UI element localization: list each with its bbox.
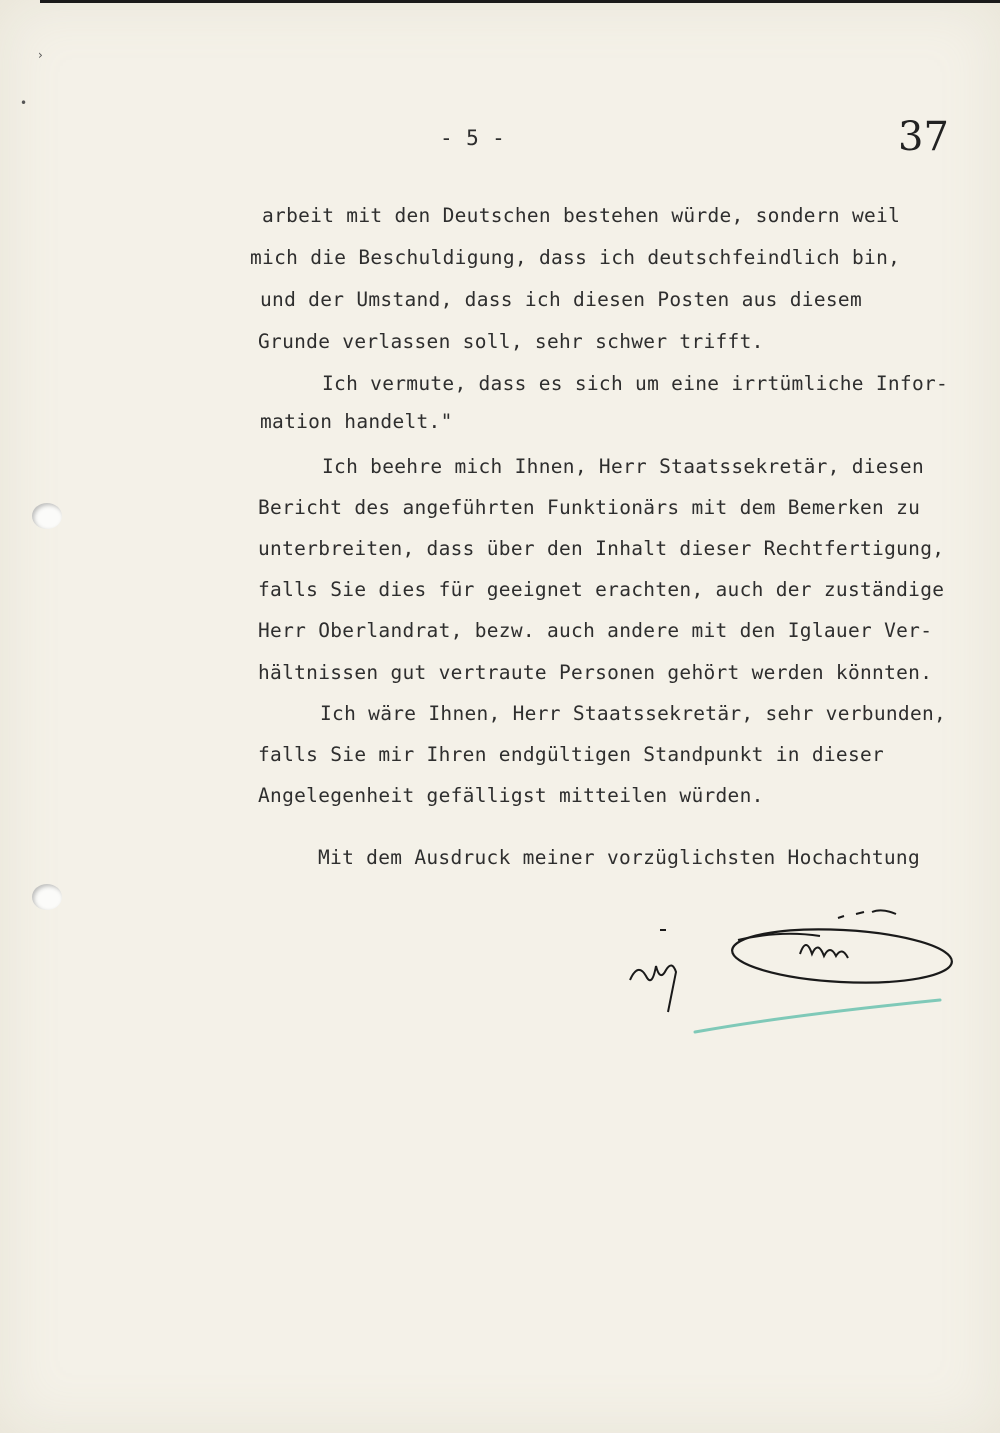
page-number: - 5 - — [440, 126, 506, 150]
text-line: Grunde verlassen soll, sehr schwer trifft. — [258, 330, 764, 353]
text-line: Angelegenheit gefälligst mitteilen würden. — [258, 784, 764, 807]
text-line: Herr Oberlandrat, bezw. auch andere mit den Iglauer Ver- — [258, 619, 933, 642]
handwritten-signature — [620, 900, 980, 1050]
text-line: hältnissen gut vertraute Personen gehört werden könnten. — [258, 661, 933, 684]
text-line: falls Sie mir Ihren endgültigen Standpunkt in dieser — [258, 743, 885, 766]
text-line: unterbreiten, dass über den Inhalt dieser Rechtfertigung, — [258, 537, 945, 560]
edge-mark: • — [20, 96, 28, 110]
page-top-edge — [40, 0, 1000, 3]
text-line: arbeit mit den Deutschen bestehen würde, sondern weil — [262, 204, 901, 227]
text-line: Bericht des angeführten Funktionärs mit dem Bemerken zu — [258, 496, 921, 519]
folio-number: 37 — [898, 114, 949, 160]
text-line: Mit dem Ausdruck meiner vorzüglichsten Hochachtung — [318, 846, 920, 869]
punch-hole-lower — [32, 884, 62, 910]
punch-hole-upper — [32, 503, 62, 529]
text-line: Ich beehre mich Ihnen, Herr Staatssekretär, diesen — [322, 455, 924, 478]
text-line: mation handelt." — [260, 410, 453, 433]
text-line: und der Umstand, dass ich diesen Posten aus diesem — [260, 288, 862, 311]
edge-mark: › — [38, 48, 43, 62]
text-line: falls Sie dies für geeignet erachten, auch der zuständige — [258, 578, 945, 601]
text-line: mich die Beschuldigung, dass ich deutschfeindlich bin, — [250, 246, 901, 269]
text-line: Ich vermute, dass es sich um eine irrtümliche Infor- — [322, 372, 949, 395]
text-line: Ich wäre Ihnen, Herr Staatssekretär, sehr verbunden, — [320, 702, 947, 725]
